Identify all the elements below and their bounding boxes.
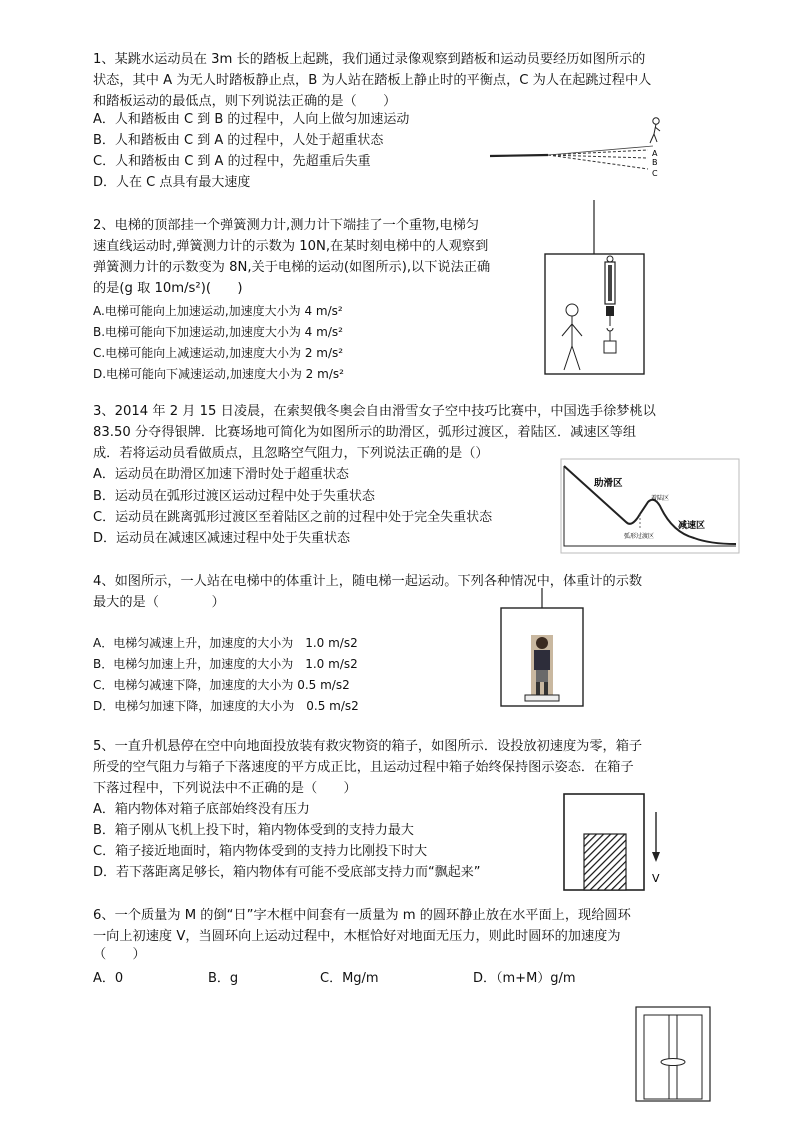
q4-option-a[interactable]: A．电梯匀减速上升，加速度的大小为 1.0 m/s2: [93, 636, 358, 650]
label-c: C: [652, 169, 658, 178]
q5-option-b[interactable]: B．箱子刚从飞机上投下时，箱内物体受到的支持力最大: [93, 823, 414, 838]
outer-frame: [636, 1007, 710, 1101]
q3-option-d[interactable]: D．运动员在减速区减速过程中处于失重状态: [93, 531, 351, 546]
springboard-diagram: [488, 112, 678, 184]
q4-stem-line-1: 4、如图所示，一人站在电梯中的体重计上，随电梯一起运动。下列各种情况中，体重计的示数: [93, 574, 643, 589]
boy-jacket: [534, 650, 550, 670]
q6-option-d[interactable]: D．（m+M）g/m: [473, 971, 576, 986]
q1-option-d[interactable]: D．人在 C 点具有最大速度: [93, 175, 251, 190]
q2-option-d[interactable]: D.电梯可能向下减速运动,加速度大小为 2 m/s²: [93, 367, 344, 381]
cargo-object: [584, 834, 626, 890]
q4-option-c[interactable]: C．电梯匀减速下降，加速度的大小为 0.5 m/s2: [93, 678, 350, 692]
q1-option-b[interactable]: B．人和踏板由 C 到 A 的过程中，人处于超重状态: [93, 133, 384, 148]
label-landing: 着陆区: [651, 495, 670, 502]
ring: [661, 1059, 685, 1066]
q2-option-b[interactable]: B.电梯可能向下加速运动,加速度大小为 4 m/s²: [93, 325, 343, 339]
q2-stem-line-2: 速直线运动时,弹簧测力计的示数为 10N,在某时刻电梯中的人观察到: [93, 239, 489, 254]
label-v: V: [652, 872, 660, 885]
label-run-up: 助滑区: [594, 478, 623, 489]
ski-slope-diagram: [560, 458, 740, 554]
label-a: A: [652, 149, 658, 158]
q5-stem-line-2: 所受的空气阻力与箱子下落速度的平方成正比，且运动过程中箱子始终保持图示姿态．在箱子: [93, 760, 634, 775]
q6-stem-line-2: 一向上初速度 V，当圆环向上运动过程中，木框恰好对地面无压力，则此时圆环的加速度为: [93, 929, 621, 944]
weight-block: [604, 341, 616, 353]
q4-option-b[interactable]: B．电梯匀加速上升，加速度的大小为 1.0 m/s2: [93, 657, 358, 671]
q5-stem-line-3: 下落过程中，下列说法中不正确的是（ ）: [93, 781, 357, 796]
q1-option-a[interactable]: A．人和踏板由 C 到 B 的过程中，人向上做匀加速运动: [93, 112, 410, 127]
elevator-spring-scale-diagram: [540, 198, 650, 380]
q2-stem-line-1: 2、电梯的顶部挂一个弹簧测力计,测力计下端挂了一个重物,电梯匀: [93, 218, 480, 233]
q5-option-a[interactable]: A．箱内物体对箱子底部始终没有压力: [93, 802, 310, 817]
q6-stem-line-1: 6、一个质量为 M 的倒“日”字木框中间套有一质量为 m 的圆环静止放在水平面上，现给圆环: [93, 908, 631, 923]
person-body: [562, 316, 582, 370]
q5-option-c[interactable]: C．箱子接近地面时，箱内物体受到的支持力比刚投下时大: [93, 844, 428, 859]
q3-stem-line-3: 成．若将运动员看做质点，且忽略空气阻力，下列说法正确的是（）: [93, 446, 489, 461]
label-decel: 减速区: [678, 521, 706, 531]
q3-option-b[interactable]: B．运动员在弧形过渡区运动过程中处于失重状态: [93, 489, 375, 504]
q1-stem-line-1: 1、某跳水运动员在 3m 长的踏板上起跳，我们通过录像观察到踏板和运动员要经历如图所示的: [93, 52, 646, 67]
scale-hook-top: [607, 256, 613, 262]
jumper-body: [650, 124, 660, 143]
q6-option-a[interactable]: A．0: [93, 971, 124, 986]
label-b: B: [652, 158, 658, 167]
q3-stem-line-1: 3、2014 年 2 月 15 日凌晨，在索契俄冬奥会自由滑雪女子空中技巧比赛中，中国选手徐梦桃以: [93, 404, 656, 419]
q2-option-a[interactable]: A.电梯可能向上加速运动,加速度大小为 4 m/s²: [93, 304, 343, 318]
q4-stem-line-2: 最大的是（ ）: [93, 595, 225, 610]
q4-option-d[interactable]: D．电梯匀加速下降，加速度的大小为 0.5 m/s2: [93, 699, 359, 713]
q3-stem-line-2: 83.50 分夺得银牌．比赛场地可简化为如图所示的助滑区，弧形过渡区，着陆区．减速区等组: [93, 425, 637, 440]
q6-stem-line-3: （ ）: [93, 947, 146, 962]
boy-head: [536, 637, 548, 649]
q1-stem-line-3: 和踏板运动的最低点，则下列说法正确的是（ ）: [93, 94, 397, 109]
jumper-head: [653, 118, 659, 124]
q2-stem-line-3: 弹簧测力计的示数变为 8N,关于电梯的运动(如图所示),以下说法正确: [93, 260, 491, 275]
q1-option-c[interactable]: C．人和踏板由 C 到 A 的过程中，先超重后失重: [93, 154, 371, 169]
bathroom-scale: [525, 695, 559, 701]
q1-stem-line-2: 状态，其中 A 为无人时踏板静止点，B 为人站在踏板上静止时的平衡点，C 为人在起跳过程中人: [93, 73, 652, 88]
q2-option-c[interactable]: C.电梯可能向上减速运动,加速度大小为 2 m/s²: [93, 346, 344, 360]
q3-option-a[interactable]: A．运动员在助滑区加速下滑时处于超重状态: [93, 467, 349, 482]
q2-stem-line-4: 的是(g 取 10m/s²)( ): [93, 281, 243, 296]
elevator-scale-diagram: [497, 588, 587, 710]
q5-option-d[interactable]: D．若下落距离足够长，箱内物体有可能不受底部支持力而“飘起来”: [93, 865, 481, 880]
q6-option-c[interactable]: C．Mg/m: [320, 971, 379, 986]
q6-option-b[interactable]: B．g: [208, 971, 239, 986]
wooden-frame-ring-diagram: [634, 1005, 712, 1103]
q3-option-c[interactable]: C．运动员在跳离弧形过渡区至着陆区之前的过程中处于完全失重状态: [93, 510, 493, 525]
person-head: [566, 304, 578, 316]
label-arc: 弧形过渡区: [624, 533, 655, 540]
q5-stem-line-1: 5、一直升机悬停在空中向地面投放装有救灾物资的箱子，如图所示．设投放初速度为零，箱子: [93, 739, 643, 754]
falling-box-diagram: [560, 792, 672, 892]
